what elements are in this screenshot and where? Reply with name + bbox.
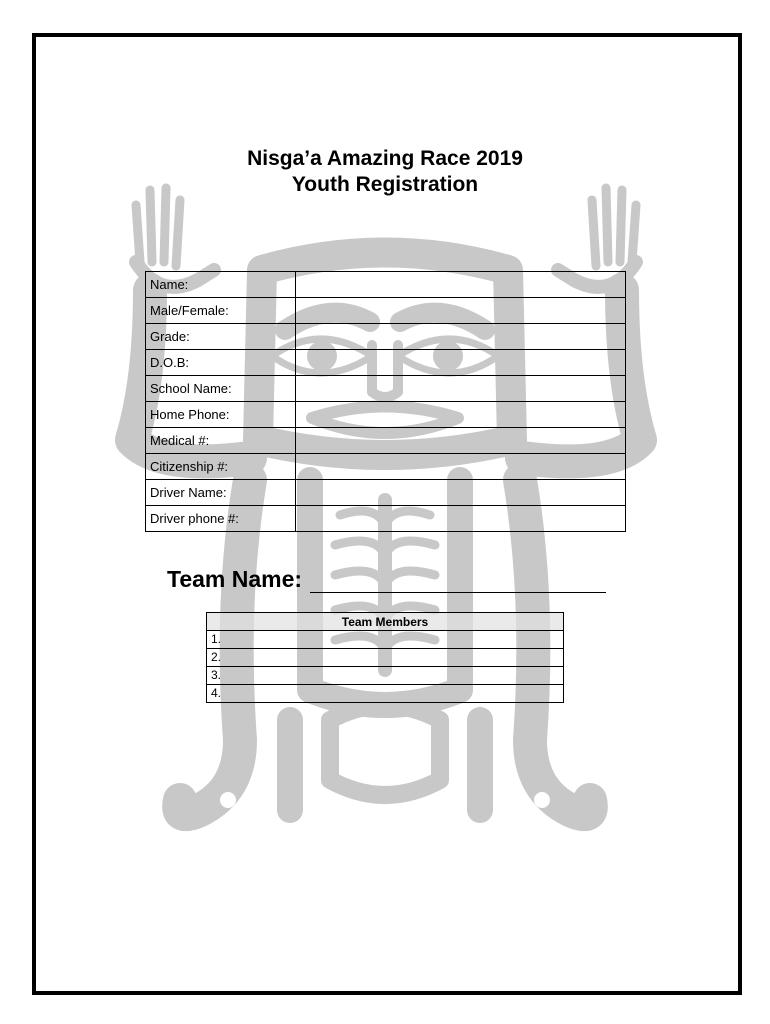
field-label: Home Phone: [146, 402, 296, 428]
field-label: Medical #: [146, 428, 296, 454]
table-row [207, 649, 564, 667]
team-member-2-field[interactable]: 2. [207, 649, 564, 667]
field-label: Citizenship #: [146, 454, 296, 480]
table-row [146, 324, 626, 350]
team-name-row [167, 566, 606, 593]
table-row [146, 506, 626, 532]
table-row [146, 350, 626, 376]
team-member-3-field[interactable]: 3. [207, 667, 564, 685]
team-name-field[interactable] [310, 566, 606, 593]
table-row [146, 428, 626, 454]
table-row [146, 272, 626, 298]
table-row [146, 480, 626, 506]
team-members-header: Team Members [207, 613, 564, 631]
name-field[interactable] [295, 272, 625, 298]
table-row [207, 667, 564, 685]
table-row [146, 376, 626, 402]
medical-number-field[interactable] [295, 428, 625, 454]
table-header-row [207, 613, 564, 631]
table-row [146, 298, 626, 324]
home-phone-field[interactable] [295, 402, 625, 428]
table-row [146, 454, 626, 480]
team-member-4-field[interactable]: 4. [207, 685, 564, 703]
team-name-label: Team Name: [167, 566, 303, 592]
title-line-2: Youth Registration [291, 173, 479, 196]
title-underlined-letter: g [279, 147, 293, 170]
table-row [207, 685, 564, 703]
table-row [146, 402, 626, 428]
field-label: Male/Female: [146, 298, 296, 324]
team-members-table [206, 612, 564, 703]
title-suffix: a’a Amazing Race 2019 [292, 147, 523, 170]
field-label: D.O.B: [146, 350, 296, 376]
driver-phone-field[interactable] [295, 506, 625, 532]
form-title [0, 146, 770, 198]
table-row [207, 631, 564, 649]
team-member-1-field[interactable]: 1. [207, 631, 564, 649]
grade-field[interactable] [295, 324, 625, 350]
school-name-field[interactable] [295, 376, 625, 402]
citizenship-number-field[interactable] [295, 454, 625, 480]
field-label: Driver phone #: [146, 506, 296, 532]
field-label: Driver Name: [146, 480, 296, 506]
field-label: Name: [146, 272, 296, 298]
title-line-1 [0, 146, 770, 172]
field-label: Grade: [146, 324, 296, 350]
field-label: School Name: [146, 376, 296, 402]
registration-table [145, 271, 626, 532]
driver-name-field[interactable] [295, 480, 625, 506]
dob-field[interactable] [295, 350, 625, 376]
title-prefix: Nis [247, 147, 280, 170]
gender-field[interactable] [295, 298, 625, 324]
